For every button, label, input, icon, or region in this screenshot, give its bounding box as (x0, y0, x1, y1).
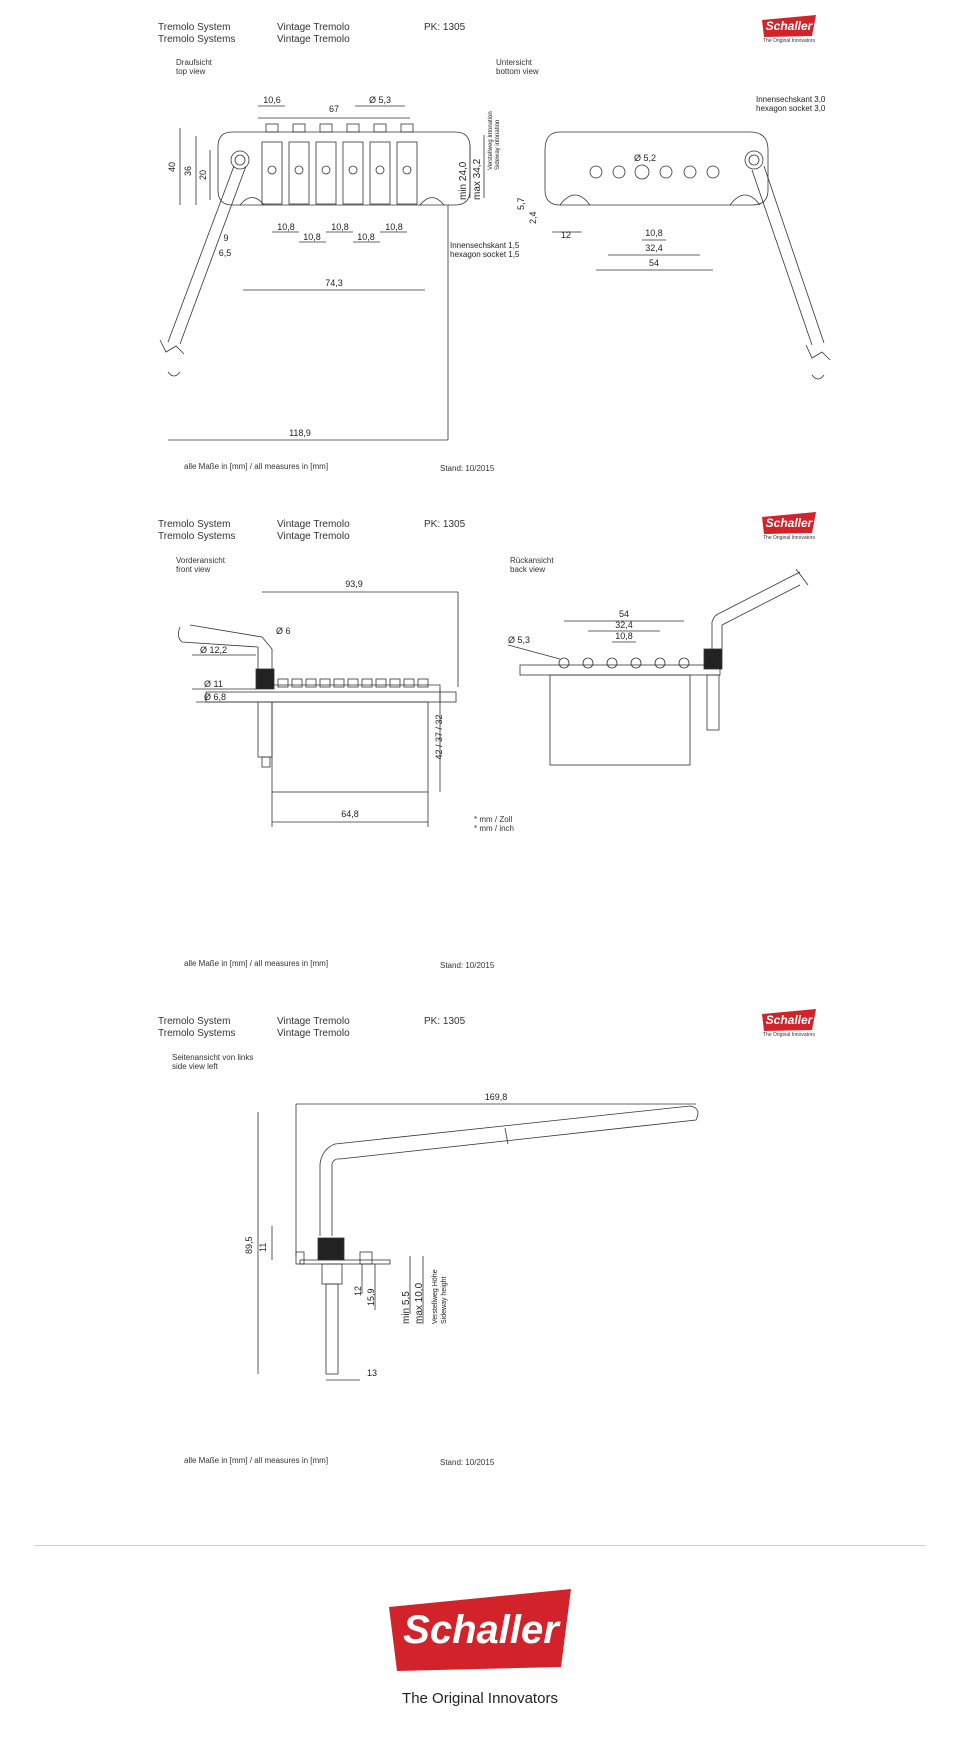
footer-date: Stand: 10/2015 (440, 1458, 495, 1467)
header-pk: PK: 1305 (424, 22, 466, 33)
logo-large-wordmark: Schaller (403, 1608, 559, 1652)
dim-max-10: max 10,0 (414, 1282, 425, 1324)
view-label-top-en: top view (176, 67, 206, 76)
front-saddle-bumps (278, 679, 428, 687)
dim-spacing-1: 10,8 (277, 222, 295, 232)
view-label-back-en: back view (510, 565, 546, 574)
dim-diam-5-3: Ø 5,3 (368, 95, 392, 105)
view-label-bottom-de: Untersicht (496, 58, 533, 67)
bottom-tremolo-arm (752, 166, 830, 379)
dim-diam-5-2: Ø 5,2 (634, 153, 657, 163)
dim-9: 9 (223, 233, 229, 243)
dim-diam-6: Ø 6 (276, 626, 291, 636)
height-label-de: Verstellweg Höhe (432, 1269, 439, 1324)
unit-note (474, 815, 514, 833)
footer-measures: alle Maße in [mm] / all measures in [mm] (184, 959, 329, 968)
view-label-front-de: Vorderansicht (176, 556, 225, 565)
top-saddles (262, 124, 417, 204)
dim-back-54: 54 (618, 609, 630, 619)
dim-40: 40 (167, 161, 177, 172)
drawing-sheet-front-back (0, 497, 960, 997)
footer-measures: alle Maße in [mm] / all measures in [mm] (184, 462, 329, 471)
logo-tagline: The Original Innovators (763, 1032, 815, 1038)
schaller-logo-large-icon (385, 1585, 575, 1675)
logo-tagline: The Original Innovators (763, 38, 815, 44)
header-model-de: Vintage Tremolo (277, 1016, 350, 1027)
view-label-back-de: Rückansicht (510, 556, 554, 565)
hex30-label-en: hexagon socket 3,0 (756, 104, 826, 113)
header-pk: PK: 1305 (424, 519, 466, 530)
side-view-drawing (0, 994, 960, 1494)
dim-67: 67 (328, 104, 340, 114)
dim-5-7: 5,7 (516, 197, 526, 210)
dim-spacing-3: 10,8 (331, 222, 349, 232)
dim-max-34-2: max 34,2 (472, 158, 483, 200)
dim-6-5: 6,5 (218, 248, 232, 258)
view-label-top-de: Draufsicht (176, 58, 213, 67)
view-label-front-en: front view (176, 565, 211, 574)
header-model-en: Vintage Tremolo (277, 531, 350, 542)
brand-tagline: The Original Innovators (402, 1690, 558, 1707)
header-model-de: Vintage Tremolo (277, 519, 350, 530)
hex15-label-en: hexagon socket 1,5 (450, 250, 520, 259)
dim-spacing-2: 10,8 (303, 232, 321, 242)
header-system-de: Tremolo System (158, 1016, 231, 1027)
dim-back-10-8: 10,8 (615, 631, 633, 641)
dim-89-5: 89,5 (244, 1236, 254, 1254)
header-system-de: Tremolo System (158, 22, 231, 33)
dim-diam-11: Ø 11 (204, 679, 223, 689)
dim-64-8: 64,8 (341, 809, 359, 819)
header-model-en: Vintage Tremolo (277, 34, 350, 45)
logo-wordmark: Schaller (765, 516, 813, 530)
dim-bottom-54: 54 (648, 258, 660, 268)
front-back-drawing (0, 497, 960, 997)
dim-118-9: 118,9 (289, 428, 311, 438)
section-divider (34, 1545, 926, 1546)
side-view (296, 1106, 698, 1374)
hex30-label-de: Innensechskant 3,0 (756, 95, 826, 104)
unit-note-en: * mm / inch (474, 824, 515, 833)
hex15-label-de: Innensechskant 1,5 (450, 241, 520, 250)
dim-15-9: 15,9 (366, 1288, 376, 1306)
top-view-drawing (0, 0, 960, 500)
dim-min-24: min 24,0 (458, 161, 469, 200)
bottom-base-plate (545, 132, 768, 205)
dim-diam-6-8: Ø 6,8 (204, 692, 227, 702)
header-system-de: Tremolo System (158, 519, 231, 530)
dim-side-12: 12 (353, 1285, 363, 1296)
dim-12: 12 (560, 230, 572, 240)
dim-side-13: 13 (366, 1368, 378, 1378)
top-base-plate (218, 132, 470, 205)
dim-spacing-4: 10,8 (357, 232, 375, 242)
view-label-side-en: side view left (172, 1062, 218, 1071)
dim-93-9: 93,9 (345, 579, 363, 589)
drawing-sheet-top-bottom (0, 0, 960, 500)
logo-wordmark: Schaller (765, 1013, 813, 1027)
top-screw-slot-left (240, 198, 264, 206)
drawing-sheet-side (0, 994, 960, 1494)
dim-42-37-32: 42 / 37 / 32 (434, 714, 444, 760)
dim-20: 20 (198, 169, 208, 180)
view-label-side-de: Seitenansicht von links (172, 1053, 254, 1062)
bottom-holes (590, 151, 763, 179)
dim-10-6: 10,6 (263, 95, 281, 105)
dim-side-11: 11 (258, 1242, 268, 1252)
back-view (520, 569, 808, 765)
header-system-en: Tremolo Systems (158, 531, 236, 542)
top-screw-slot-right (420, 198, 444, 206)
intonation-label-en: Sideway intonation (495, 119, 501, 170)
dim-bottom-10-8: 10,8 (645, 228, 663, 238)
height-label-en: Sideway height (441, 1276, 448, 1324)
dim-spacing-5: 10,8 (385, 222, 403, 232)
logo-tagline: The Original Innovators (763, 535, 815, 541)
dim-36: 36 (183, 165, 193, 176)
top-tremolo-arm (160, 151, 249, 376)
dim-bottom-32-4: 32,4 (645, 243, 663, 253)
dim-169-8: 169,8 (484, 1092, 508, 1102)
dim-back-32-4: 32,4 (615, 620, 633, 630)
footer-date: Stand: 10/2015 (440, 464, 495, 473)
dim-min-5-5: min 5,5 (401, 1291, 412, 1324)
logo-wordmark: Schaller (765, 19, 813, 33)
footer-measures: alle Maße in [mm] / all measures in [mm] (184, 1456, 329, 1465)
dim-74-3: 74,3 (325, 278, 343, 288)
footer-date: Stand: 10/2015 (440, 961, 495, 970)
header-system-en: Tremolo Systems (158, 34, 236, 45)
header-model-en: Vintage Tremolo (277, 1028, 350, 1039)
header-model-de: Vintage Tremolo (277, 22, 350, 33)
header-pk: PK: 1305 (424, 1016, 466, 1027)
view-label-bottom-en: bottom view (496, 67, 539, 76)
intonation-label-de: Verstellweg Intonation (488, 111, 494, 170)
unit-note-de: * mm / Zoll (474, 815, 513, 824)
dim-diam-12-2: Ø 12,2 (200, 645, 228, 655)
dim-2-4: 2,4 (528, 211, 538, 224)
dim-back-diam-5-3: Ø 5,3 (508, 635, 531, 645)
header-system-en: Tremolo Systems (158, 1028, 236, 1039)
